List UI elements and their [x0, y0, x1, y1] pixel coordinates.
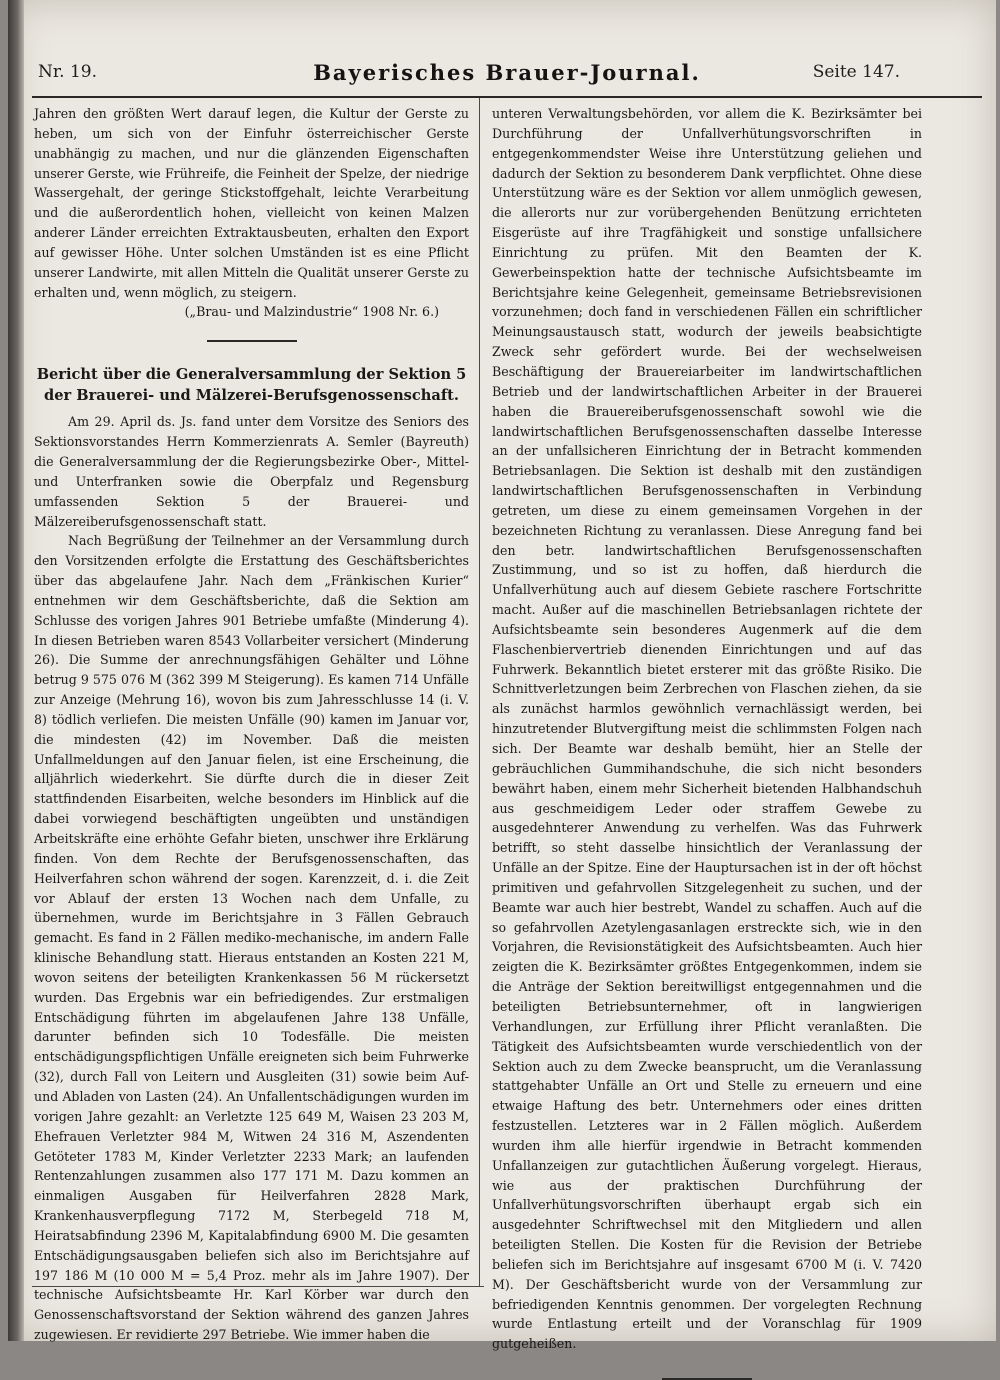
page-binding-edge	[8, 0, 24, 1341]
right-column	[492, 104, 922, 1380]
article-paragraph-continued: unteren Verwaltungsbehörden, vor allem die K. Bezirksämter bei Durchführung der Unfallverhütungsvorschriften in entgegenkommendster Weise ihre Unterstützung geliehen und dadurch der Sektion zu besonderem Dank verpflichtet. Ohne diese Unterstützung wäre es der Sektion vor allem unmöglich gewesen, die allerorts nur zur vorübergehenden Benützung errichteten Eisgerüste auf ihre Tragfähigkeit und sonstige unfallsichere Einrichtung zu prüfen. Mit den Beamten der K. Gewerbeinspektion hatte der technische Aufsichtsbeamte im Berichtsjahre keine Gelegenheit, gemeinsame Betriebsrevisionen vorzunehmen; doch fand in verschiedenen Fällen ein schriftlicher Meinungsaustausch statt, wodurch der jeweils beabsichtigte Zweck sehr gefördert wurde. Bei der wechselweisen Beschäftigung der Brauereiarbeiter im landwirtschaftlichen Betrieb und der landwirtschaftlichen Arbeiter in der Brauerei haben die Brauereiberufsgenossenschaft sowohl wie die landwirtschaftlichen Berufsgenossenschaften dasselbe Interesse an der unfallsicheren Einrichtung der in Betracht kommenden Betriebsanlagen. Die Sektion ist deshalb mit den zuständigen landwirtschaftlichen Berufsgenossenschaften in Verbindung getreten, um diese zu einem gemeinsamen Vorgehen in der bezeichneten Richtung zu veranlassen. Diese Anregung fand bei den betr. landwirtschaftlichen Berufsgenossenschaften Zustimmung, und so ist zu hoffen, daß hierdurch die Unfallverhütung auch auf diesem Gebiete raschere Fortschritte macht. Außer auf die maschinellen Betriebsanlagen richtete der Aufsichtsbeamte sein besonderes Augenmerk auf die dem Flaschenbiervertrieb dienenden Einrichtungen und auf das Fuhrwerk. Bekanntlich bietet ersterer mit das größte Risiko. Die Schnittverletzungen beim Zerbrechen von Flaschen ziehen, da sie als zunächst harmlos gewöhnlich vernachlässigt werden, bei hinzutretender Blutvergiftung meist die schlimmsten Folgen nach sich. Der Beamte war deshalb bemüht, hier an Stelle der gebräuchlichen Gummihandschuhe, die sich nicht besonders bewährt haben, einem mehr Sicherheit bietenden Halbhandschuh aus geschmeidigem Leder oder straffem Gewebe zu ausgedehnterer Anwendung zu verhelfen. Was das Fuhrwerk betrifft, so steht dasselbe hinsichtlich der Veranlassung der Unfälle an der Spitze. Eine der Hauptursachen ist in der oft höchst primitiven und gefahrvollen Sitzgelegenheit zu suchen, und der Beamte war auch hier bestrebt, Wandel zu schaffen. Auch auf die so gefahrvollen Azetylengasanlagen erstreckte sich, wie in den Vorjahren, die Revisionstätigkeit des Aufsichtsbeamten. Auch hier zeigten die K. Bezirksämter größtes Entgegenkommen, indem sie die Anträge der Sektion bereitwilligst entgegennahmen und die beteiligten Betriebsunternehmer, oft in langwierigen Verhandlungen, zur Erfüllung ihrer Pflicht veranlaßten. Die Tätigkeit des Aufsichtsbeamten wurde verschiedentlich von der Sektion auch zu dem Zwecke beansprucht, um die Veranlassung stattgehabter Unfälle an Ort und Stelle zu erneuern und eine etwaige Haftung des betr. Unternehmers oder eines dritten festzustellen. Letzteres war in 2 Fällen möglich. Außerdem wurden ihm alle hierfür irgendwie in Betracht kommenden Unfallanzeigen zur gutachtlichen Äußerung vorgelegt. Hieraus, wie aus der praktischen Durchführung der Unfallverhütungsvorschriften überhaupt ergab sich ein ausgedehnter Schriftwechsel mit den Mitgliedern und allen beteiligten Stellen. Die Kosten für die Revision der Betriebe beliefen sich im Berichtsjahre auf insgesamt 6700 M (i. V. 7420 M). Der Geschäftsbericht wurde von der Versammlung zur befriedigenden Kenntnis genommen. Der vorgelegten Rechnung wurde Entlastung erteilt und der Voranschlag für 1909 gutgeheißen.	[492, 106, 922, 1352]
left-column	[34, 104, 469, 1345]
page-number: Seite 147.	[812, 62, 900, 82]
newspaper-page	[8, 0, 996, 1352]
section-separator	[207, 340, 297, 342]
page-header	[32, 60, 982, 98]
source-citation: („Brau- und Malzindustrie“ 1908 Nr. 6.)	[184, 304, 439, 320]
article-paragraph: Nach Begrüßung der Teilnehmer an der Versammlung durch den Vorsitzenden erfolgte die Erstattung des Geschäftsberichtes über das abgelaufene Jahr. Nach dem „Fränkischen Kurier“ entnehmen wir dem Geschäftsberichte, daß die Sektion am Schlusse des vorigen Jahres 901 Betriebe umfaßte (Minderung 4). In diesen Betrieben waren 8543 Vollarbeiter versichert (Minderung 26). Die Summe der anrechnungsfähigen Gehälter und Löhne betrug 9 575 076 M (362 399 M Steigerung). Es kamen 714 Unfälle zur Anzeige (Mehrung 16), wovon bis zum Jahresschlusse 14 (i. V. 8) tödlich verliefen. Die meisten Unfälle (90) kamen im Januar vor, die mindesten (42) im November. Daß die meisten Unfallmeldungen auf den Januar fielen, ist eine Erscheinung, die alljährlich wiederkehrt. Sie dürfte durch die in dieser Zeit stattfindenden Eisarbeiten, welche besonders im Hinblick auf die dabei vorwiegend beschäftigten ungeübten und unständigen Arbeitskräfte eine erhöhte Gefahr bieten, unschwer ihre Erklärung finden. Von dem Rechte der Berufsgenossenschaften, das Heilverfahren schon während der sogen. Karenzzeit, d. i. die Zeit vor Ablauf der ersten 13 Wochen nach dem Unfalle, zu übernehmen, wurde im Berichtsjahre in 3 Fällen Gebrauch gemacht. Es fand in 2 Fällen mediko-mechanische, im andern Falle klinische Behandlung statt. Hieraus entstanden an Kosten 221 M, wovon seitens der beteiligten Krankenkassen 56 M rückersetzt wurden. Das Ergebnis war ein befriedigendes. Zur erstmaligen Entschädigung führten im abgelaufenen Jahre 138 Unfälle, darunter befinden sich 10 Todesfälle. Die meisten entschädigungspflichtigen Unfälle ereigneten sich beim Fuhrwerke (32), durch Fall von Leitern und Ausgleiten (31) sowie beim Auf- und Abladen von Lasten (24). An Unfallentschädigungen wurden im vorigen Jahre gezahlt: an Verletzte 125 649 M, Waisen 23 203 M, Ehefrauen Verletzter 984 M, Witwen 24 316 M, Aszendenten Getöteter 1783 M, Kinder Verletzter 2233 Mark; an laufenden Rentenzahlungen zusammen also 177 171 M. Dazu kommen an einmaligen Ausgaben für Heilverfahren 2828 Mark, Krankenhausverpflegung 7172 M, Sterbegeld 718 M, Heiratsabfindung 2396 M, Kapitalabfindung 6900 M. Die gesamten Entschädigungsausgaben beliefen sich also im Berichtsjahre auf 197 186 M (10 000 M = 5,4 Proz. mehr als im Jahre 1907). Der technische Aufsichtsbeamte Hr. Karl Körber war durch den Genossenschaftsvorstand der Sektion während des ganzen Jahres zugewiesen. Er revidierte 297 Betriebe. Wie immer haben die	[34, 533, 469, 1343]
journal-title: Bayerisches Brauer-Journal.	[313, 60, 701, 85]
column-divider	[479, 98, 480, 1286]
article-heading: Bericht über die Generalversammlung der Sektion 5 der Brauerei- und Mälzerei-Berufsgenossenschaft.	[36, 366, 467, 405]
issue-number: Nr. 19.	[38, 62, 97, 82]
article-paragraph: Am 29. April ds. Js. fand unter dem Vorsitze des Seniors des Sektionsvorstandes Herrn Kommerzienrats A. Semler (Bayreuth) die Generalversammlung der die Regierungsbezirke Ober-, Mittel- und Unterfranken sowie die Oberpfalz und Regensburg umfassenden Sektion 5 der Brauerei- und Mälzereiberufsgenossenschaft statt.	[34, 414, 469, 529]
intro-paragraph: Jahren den größten Wert darauf legen, die Kultur der Gerste zu heben, um sich von der Einfuhr österreichischer Gerste unabhängig zu machen, und nur die glänzenden Eigenschaften unserer Gerste, wie Frühreife, die Feinheit der Spelze, der niedrige Wassergehalt, der geringe Stickstoffgehalt, leichte Verarbeitung und die außerordentlich hohen, vielleicht von keinen Malzen anderer Länder erreichten Extraktausbeuten, erhalten den Export auf gewisser Höhe. Unter solchen Umständen ist es eine Pflicht unserer Landwirte, mit allen Mitteln die Qualität unserer Gerste zu erhalten und, wenn möglich, zu steigern.	[34, 106, 469, 300]
